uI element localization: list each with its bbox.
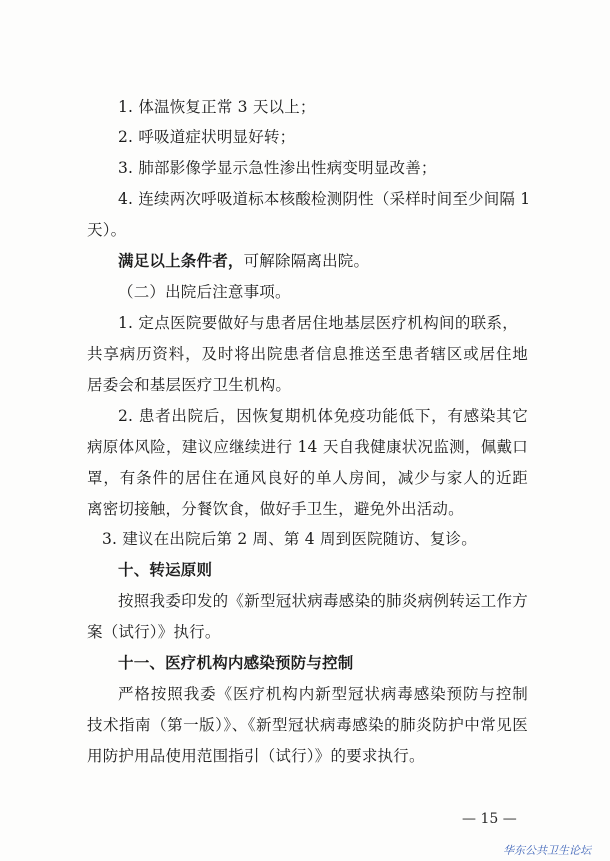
criteria-item-4-continued: 天）。	[87, 221, 127, 239]
note-3: 3. 建议在出院后第 2 周、第 4 周到医院随访、复诊。	[102, 530, 477, 548]
note-1-line-1: 1. 定点医院要做好与患者居住地基层医疗机构间的联系，	[118, 314, 518, 332]
criteria-item-3: 3. 肺部影像学显示急性渗出性病变明显改善；	[118, 159, 437, 177]
note-1-line-3: 居委会和基层医疗卫生机构。	[87, 376, 292, 394]
transfer-line-1: 按照我委印发的《新型冠状病毒感染的肺炎病例转运工作方	[118, 592, 528, 610]
page-number: — 15 —	[462, 811, 517, 827]
section-heading-infection-control: 十一、医疗机构内感染预防与控制	[118, 654, 354, 672]
note-2-line-3: 罩，有条件的居住在通风良好的单人房间，减少与家人的近距	[87, 469, 528, 487]
discharge-conclusion-text: 可解除隔离出院。	[243, 252, 370, 270]
criteria-item-4: 4. 连续两次呼吸道标本核酸检测阴性（采样时间至少间隔 1	[118, 190, 531, 208]
note-2-line-2: 病原体风险，建议应继续进行 14 天自我健康状况监测，佩戴口	[87, 438, 528, 456]
infection-control-line-3: 用防护用品使用范围指引（试行）》的要求执行。	[87, 747, 425, 765]
discharge-conclusion	[118, 251, 369, 271]
note-2-line-1: 2. 患者出院后，因恢复期机体免疫功能低下，有感染其它	[118, 407, 528, 425]
watermark: 华东公共卫生论坛	[503, 844, 591, 857]
infection-control-line-2: 技术指南（第一版）》、《新型冠状病毒感染的肺炎防护中常见医	[87, 716, 528, 734]
discharge-conclusion-bold: 满足以上条件者，	[118, 252, 244, 270]
transfer-line-2: 案（试行）》执行。	[87, 623, 221, 641]
criteria-item-1: 1. 体温恢复正常 3 天以上；	[118, 98, 316, 116]
section-heading-transfer: 十、转运原则	[118, 561, 213, 579]
criteria-item-2: 2. 呼吸道症状明显好转；	[118, 128, 296, 146]
infection-control-line-1: 严格按照我委《医疗机构内新型冠状病毒感染预防与控制	[118, 685, 528, 703]
note-2-line-4: 离密切接触，分餐饮食，做好手卫生，避免外出活动。	[87, 500, 464, 518]
subsection-heading-notes: （二）出院后注意事项。	[118, 283, 291, 301]
note-1-line-2: 共享病历资料，及时将出院患者信息推送至患者辖区或居住地	[87, 345, 528, 363]
